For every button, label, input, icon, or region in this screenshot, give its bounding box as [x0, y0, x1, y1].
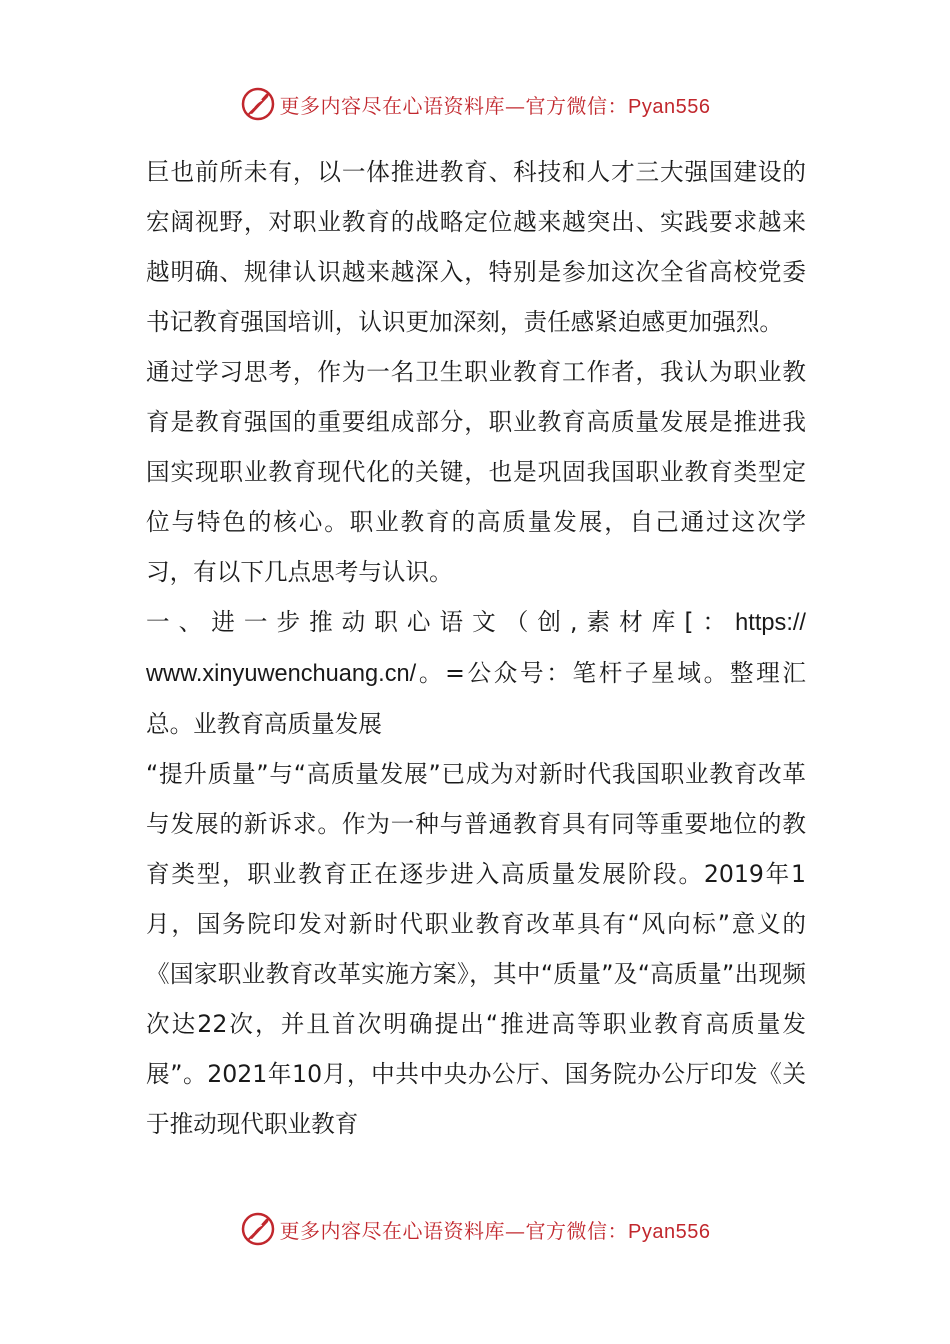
footer-text: 更多内容尽在心语资料库—官方微信：Pyan556 — [279, 1218, 711, 1243]
paragraph-3: “提升质量”与“高质量发展”已成为对新时代我国职业教育改革与发展的新诉求。作为一种与普通教育具有同等重要地位的教育类型，职业教育正在逐步进入高质量发展阶段。2019年1月，国务院印发对新时代职业教育改革具有“风向标”意义的《国家职业教育改革实施方案》，其中“质量”及“高质量”出现频次达22次，并且首次明确提出“推进高等职业教育高质量发展”。2021年10月，中共中央办公厅、国务院办公厅印发《关于推动现代职业教育 — [146, 760, 806, 1138]
section-heading-line — [146, 597, 806, 648]
section-heading-text: 一、进一步推动职心语文（创,素材库[： — [146, 608, 736, 636]
url-domain: www.xinyuwenchuang.cn/ — [146, 661, 417, 687]
footer-banner — [0, 1209, 950, 1249]
section-heading-continued — [146, 648, 806, 749]
url-prefix: https:// — [735, 610, 806, 636]
header-banner — [0, 84, 950, 124]
paragraph-2: 通过学习思考，作为一名卫生职业教育工作者，我认为职业教育是教育强国的重要组成部分，职业教育高质量发展是推进我国实现职业教育现代化的关键，也是巩固我国职业教育类型定位与特色的核心。职业教育的高质量发展，自己通过这次学习，有以下几点思考与认识。 — [146, 358, 806, 586]
paragraph-1: 巨也前所未有，以一体推进教育、科技和人才三大强国建设的宏阔视野，对职业教育的战略定位越来越突出、实践要求越来越明确、规律认识越来越深入，特别是参加这次全省高校党委书记教育强国培训，认识更加深刻，责任感紧迫感更加强烈。 — [146, 158, 806, 336]
header-text: 更多内容尽在心语资料库—官方微信：Pyan556 — [279, 93, 711, 118]
quill-logo-icon — [240, 86, 276, 122]
document-body — [146, 147, 806, 1149]
section-heading-tail: 。=公众号：笔杆子星域。整理汇总。业教育高质量发展 — [146, 659, 806, 738]
quill-logo-icon — [240, 1211, 276, 1247]
footer-handle: Pyan556 — [628, 1220, 711, 1243]
header-handle: Pyan556 — [628, 95, 711, 118]
